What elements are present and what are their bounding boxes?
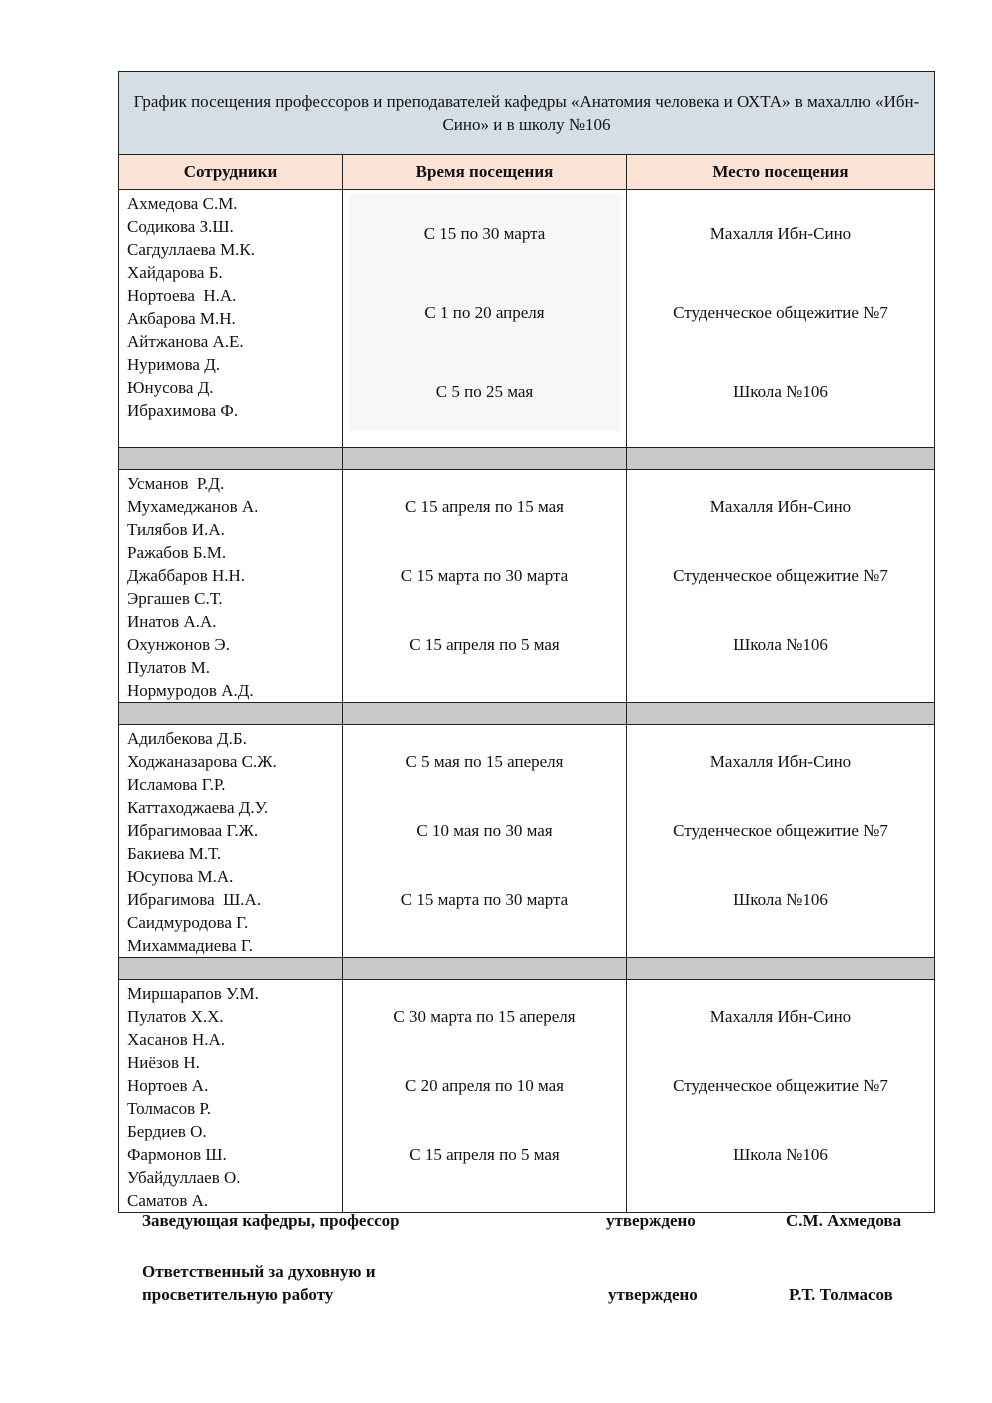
staff-name: Юнусова Д. bbox=[127, 378, 214, 397]
staff-name: Эргашев С.Т. bbox=[127, 589, 223, 608]
visit-time: С 15 по 30 марта bbox=[423, 224, 546, 243]
staff-name: Ражабов Б.М. bbox=[127, 543, 227, 562]
staff-name: Нуримова Д. bbox=[127, 355, 221, 374]
visit-time: С 15 марта по 30 марта bbox=[400, 566, 569, 585]
staff-list bbox=[119, 190, 343, 448]
group-separator bbox=[119, 448, 935, 470]
visit-time: С 30 марта по 15 апереля bbox=[393, 1007, 576, 1026]
staff-name: Хасанов Н.А. bbox=[127, 1030, 226, 1049]
staff-name: Пулатов Х.Х. bbox=[127, 1007, 224, 1026]
staff-name: Нортоева Н.А. bbox=[127, 286, 237, 305]
staff-group-row bbox=[119, 470, 935, 703]
staff-name: Усманов Р.Д. bbox=[127, 474, 225, 493]
visit-times-cell bbox=[343, 980, 627, 1213]
staff-name: Нортоев А. bbox=[127, 1076, 209, 1095]
staff-list bbox=[119, 980, 343, 1213]
staff-name: Ибрагимова Ш.А. bbox=[127, 890, 262, 909]
staff-name: Айтжанова А.Е. bbox=[127, 332, 244, 351]
staff-name: Охунжонов Э. bbox=[127, 635, 230, 654]
visit-times-cell bbox=[343, 725, 627, 958]
staff-name: Акбарова М.Н. bbox=[127, 309, 236, 328]
visit-place: Школа №106 bbox=[733, 635, 828, 654]
visit-time: С 10 мая по 30 мая bbox=[416, 821, 553, 840]
staff-name: Адилбекова Д.Б. bbox=[127, 729, 247, 748]
staff-name: Ибрахимова Ф. bbox=[127, 401, 239, 420]
staff-name: Ахмедова С.М. bbox=[127, 194, 238, 213]
staff-name: Ниёзов Н. bbox=[127, 1053, 200, 1072]
visit-place: Студенческое общежитие №7 bbox=[673, 821, 888, 840]
visit-place: Махалля Ибн-Сино bbox=[709, 224, 852, 243]
staff-name: Пулатов М. bbox=[127, 658, 210, 677]
visit-place: Студенческое общежитие №7 bbox=[673, 1076, 888, 1095]
signature-role-responsible-line2: просветительную работу bbox=[142, 1285, 334, 1304]
signature-role-responsible: Ответственный за духовную и bbox=[142, 1262, 376, 1281]
staff-name: Ибрагимоваа Г.Ж. bbox=[127, 821, 259, 840]
visit-place: Школа №106 bbox=[733, 1145, 828, 1164]
visit-places-cell bbox=[627, 190, 935, 448]
staff-name: Саматов А. bbox=[127, 1191, 209, 1210]
column-header-time: Время посещения bbox=[343, 155, 627, 190]
signature-role-head: Заведующая кафедры, профессор bbox=[142, 1211, 400, 1230]
visit-place: Махалля Ибн-Сино bbox=[709, 1007, 852, 1026]
staff-name: Толмасов Р. bbox=[127, 1099, 211, 1118]
staff-name: Юсупова М.А. bbox=[127, 867, 234, 886]
staff-name: Убайдуллаев О. bbox=[127, 1168, 241, 1187]
visit-place: Махалля Ибн-Сино bbox=[709, 752, 852, 771]
staff-name: Тилябов И.А. bbox=[127, 520, 225, 539]
visit-place: Студенческое общежитие №7 bbox=[673, 566, 888, 585]
staff-name: Саидмуродова Г. bbox=[127, 913, 249, 932]
visit-place: Студенческое общежитие №7 bbox=[673, 303, 888, 322]
staff-name: Исламова Г.Р. bbox=[127, 775, 226, 794]
visit-time: С 15 марта по 30 марта bbox=[400, 890, 569, 909]
staff-name: Каттаходжаева Д.У. bbox=[127, 798, 269, 817]
visit-place: Школа №106 bbox=[733, 382, 828, 401]
staff-name: Бердиев О. bbox=[127, 1122, 207, 1141]
staff-name: Миршарапов У.М. bbox=[127, 984, 259, 1003]
staff-name: Хайдарова Б. bbox=[127, 263, 223, 282]
staff-name: Содикова З.Ш. bbox=[127, 217, 234, 236]
signature-name: С.М. Ахмедова bbox=[786, 1211, 902, 1230]
column-header-place: Место посещения bbox=[627, 155, 935, 190]
table-title: График посещения профессоров и преподавателей кафедры «Анатомия человека и ОХТА» в махаллю «Ибн-Сино» и в школу №106 bbox=[119, 72, 935, 155]
staff-list bbox=[119, 470, 343, 703]
signature-status: утверждено bbox=[608, 1285, 698, 1304]
group-separator bbox=[119, 958, 935, 980]
visit-schedule-table bbox=[118, 71, 935, 1213]
staff-name: Джаббаров Н.Н. bbox=[127, 566, 246, 585]
staff-name: Сагдуллаева М.К. bbox=[127, 240, 256, 259]
signature-status: утверждено bbox=[606, 1211, 696, 1230]
staff-name: Бакиева М.Т. bbox=[127, 844, 222, 863]
visit-time: С 15 апреля по 5 мая bbox=[409, 635, 560, 654]
staff-name: Нормуродов А.Д. bbox=[127, 681, 254, 700]
column-header-staff: Сотрудники bbox=[119, 155, 343, 190]
staff-name: Мухамеджанов А. bbox=[127, 497, 259, 516]
visit-times-cell bbox=[343, 190, 627, 448]
staff-name: Фармонов Ш. bbox=[127, 1145, 227, 1164]
staff-group-row bbox=[119, 725, 935, 958]
visit-time: С 5 по 25 мая bbox=[435, 382, 534, 401]
visit-places-cell bbox=[627, 725, 935, 958]
visit-time: С 20 апреля по 10 мая bbox=[405, 1076, 564, 1095]
group-separator bbox=[119, 703, 935, 725]
staff-group-row bbox=[119, 190, 935, 448]
visit-places-cell bbox=[627, 470, 935, 703]
staff-name: Ходжаназарова С.Ж. bbox=[127, 752, 277, 771]
visit-time: С 1 по 20 апреля bbox=[424, 303, 545, 322]
visit-places-cell bbox=[627, 980, 935, 1213]
visit-place: Школа №106 bbox=[733, 890, 828, 909]
visit-time: С 15 апреля по 5 мая bbox=[409, 1145, 560, 1164]
visit-time: С 5 мая по 15 апереля bbox=[405, 752, 564, 771]
staff-name: Инатов А.А. bbox=[127, 612, 217, 631]
visit-time: С 15 апреля по 15 мая bbox=[405, 497, 564, 516]
staff-name: Михаммадиева Г. bbox=[127, 936, 254, 955]
staff-group-row bbox=[119, 980, 935, 1213]
signature-name: Р.Т. Толмасов bbox=[789, 1285, 893, 1304]
visit-times-cell bbox=[343, 470, 627, 703]
staff-list bbox=[119, 725, 343, 958]
visit-place: Махалля Ибн-Сино bbox=[709, 497, 852, 516]
